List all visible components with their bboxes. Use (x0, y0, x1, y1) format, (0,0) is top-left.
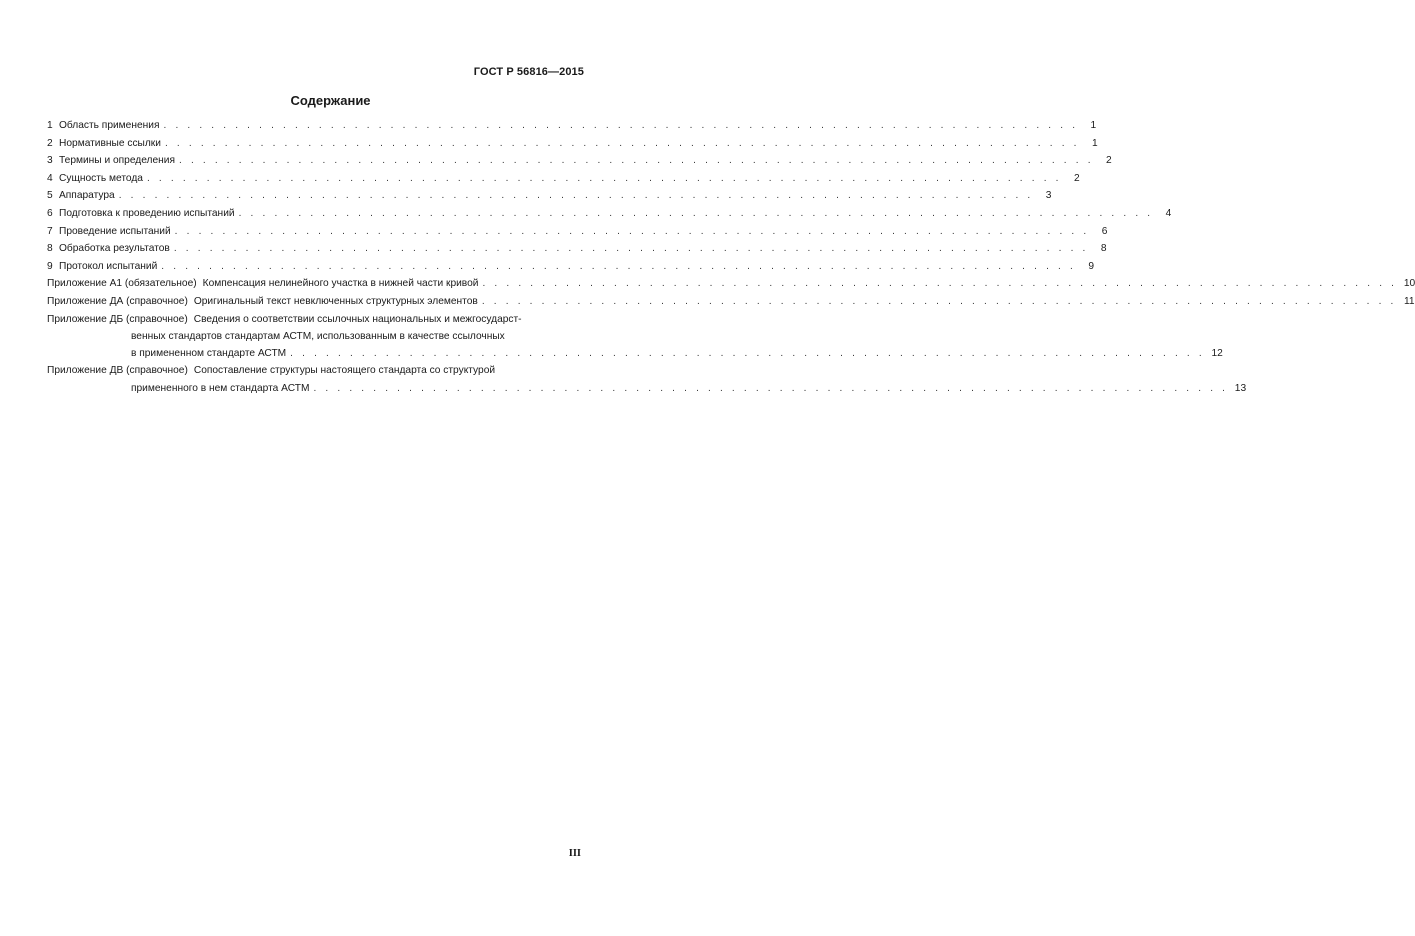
toc-entry-number: 3 (47, 155, 53, 167)
appendix-title: Оригинальный текст невключенных структурных элементов (193, 295, 478, 307)
toc-entry-label: Подготовка к проведению испытаний (59, 207, 235, 219)
toc-leader-dots: . . . . . . . . . . . . . . . . . . . . . . . . . . . . . . . . . . . . . . . . . . . . . . . . . . . . . . . . . . . . . . . . . . . . . . . . . . . . . (178, 155, 1094, 167)
toc-entry-page: 8 (1100, 243, 1107, 255)
toc-entry-label: Обработка результатов (59, 243, 170, 255)
document-code: ГОСТ Р 56816—2015 (473, 66, 584, 78)
toc-entry-page: 1 (1090, 120, 1097, 131)
toc-entry-label: Область применения (59, 120, 160, 131)
toc-entry[interactable] (47, 190, 1052, 208)
appendix-title-continued: венных стандартов стандартам АСТМ, использованным в качестве ссылочных (131, 331, 505, 343)
appendix-page: 12 (1211, 348, 1223, 360)
toc-entry[interactable] (47, 243, 1107, 261)
toc-entry-number: 8 (47, 243, 53, 255)
table-of-contents (47, 120, 1415, 400)
toc-leader-dots: . . . . . . . . . . . . . . . . . . . . . . . . . . . . . . . . . . . . . . . . . . . . . . . . . . . . . . . . . . . . . . . . . . . . . . . . . . . . . (481, 295, 1397, 307)
toc-entry-number: 6 (47, 207, 53, 219)
appendix-page: 11 (1403, 295, 1415, 307)
toc-leader-dots: . . . . . . . . . . . . . . . . . . . . . . . . . . . . . . . . . . . . . . . . . . . . . . . . . . . . . . . . . . . . . . . . . . . . . . . . . . . . . (164, 137, 1080, 149)
toc-leader-dots: . . . . . . . . . . . . . . . . . . . . . . . . . . . . . . . . . . . . . . . . . . . . . . . . . . . . . . . . . . . . . . . . . . . . . . . . . . . . . (290, 348, 1205, 360)
toc-leader-dots: . . . . . . . . . . . . . . . . . . . . . . . . . . . . . . . . . . . . . . . . . . . . . . . . . . . . . . . . . . . . . . . . . . . . . . . . . . . . . (313, 382, 1229, 394)
toc-entry[interactable] (47, 172, 1080, 191)
toc-entry-number: 2 (47, 137, 53, 149)
toc-entry[interactable] (47, 207, 1172, 226)
toc-entry-page: 9 (1088, 260, 1094, 272)
appendix-title: Сведения о соответствии ссылочных национальных и межгосударст- (193, 313, 522, 325)
toc-leader-dots: . . . . . . . . . . . . . . . . . . . . . . . . . . . . . . . . . . . . . . . . . . . . . . . . . . . . . . . . . . . . . . . . . . . . . . . . . . . . . (482, 278, 1398, 290)
appendix-title-continued: в примененном стандарте АСТМ (131, 348, 287, 360)
appendix-title: Компенсация нелинейного участка в нижней части кривой (202, 278, 479, 290)
toc-entry-label: Аппаратура (59, 190, 115, 202)
toc-entry-number: 4 (47, 172, 53, 184)
toc-leader-dots: . . . . . . . . . . . . . . . . . . . . . . . . . . . . . . . . . . . . . . . . . . . . . . . . . . . . . . . . . . . . . . . . . . . . . . . . . . . . . (173, 243, 1089, 255)
toc-appendix[interactable] (47, 313, 1223, 366)
appendix-prefix: Приложение ДВ (справочное) (47, 365, 188, 377)
toc-entry-label: Термины и определения (59, 155, 175, 167)
toc-entry-page: 2 (1106, 155, 1112, 167)
toc-entry-page: 4 (1165, 207, 1172, 219)
toc-entry-number: 9 (47, 260, 53, 272)
toc-entry-number: 1 (47, 120, 53, 131)
toc-entry-page: 3 (1045, 190, 1052, 202)
toc-leader-dots: . . . . . . . . . . . . . . . . . . . . . . . . . . . . . . . . . . . . . . . . . . . . . . . . . . . . . . . . . . . . . . . . . . . . . . . . . . . . . (118, 190, 1034, 202)
appendix-prefix: Приложение ДБ (справочное) (47, 313, 188, 325)
toc-appendix[interactable] (47, 365, 1247, 400)
toc-entry[interactable] (47, 155, 1112, 173)
page-number: III (568, 848, 581, 859)
appendix-page: 13 (1234, 382, 1247, 394)
toc-entry-page: 1 (1091, 137, 1098, 149)
toc-entry-label: Сущность метода (59, 172, 143, 184)
appendix-title-continued: примененного в нем стандарта АСТМ (131, 382, 310, 394)
toc-entry-label: Нормативные ссылки (59, 137, 161, 149)
toc-appendix[interactable] (47, 278, 1415, 296)
toc-entry-label: Проведение испытаний (59, 225, 171, 237)
toc-entry[interactable] (47, 225, 1108, 244)
toc-leader-dots: . . . . . . . . . . . . . . . . . . . . . . . . . . . . . . . . . . . . . . . . . . . . . . . . . . . . . . . . . . . . . . . . . . . . . . . . . . . . . (163, 120, 1079, 131)
toc-title: Содержание (290, 93, 371, 108)
toc-leader-dots: . . . . . . . . . . . . . . . . . . . . . . . . . . . . . . . . . . . . . . . . . . . . . . . . . . . . . . . . . . . . . . . . . . . . . . . . . . . . . (174, 225, 1090, 237)
toc-entry-label: Протокол испытаний (59, 260, 158, 272)
appendix-title: Сопоставление структуры настоящего стандарта со структурой (193, 365, 496, 377)
toc-appendix[interactable] (47, 295, 1415, 314)
toc-entry-number: 5 (47, 190, 53, 202)
toc-leader-dots: . . . . . . . . . . . . . . . . . . . . . . . . . . . . . . . . . . . . . . . . . . . . . . . . . . . . . . . . . . . . . . . . . . . . . . . . . . . . . (146, 172, 1062, 184)
toc-entry[interactable] (47, 120, 1097, 138)
toc-leader-dots: . . . . . . . . . . . . . . . . . . . . . . . . . . . . . . . . . . . . . . . . . . . . . . . . . . . . . . . . . . . . . . . . . . . . . . . . . . . . . (238, 207, 1154, 219)
toc-entry[interactable] (47, 137, 1098, 156)
toc-entry-page: 2 (1073, 172, 1080, 184)
appendix-prefix: Приложение А1 (обязательное) (47, 278, 197, 290)
toc-entry-page: 6 (1101, 225, 1108, 237)
toc-entry-number: 7 (47, 225, 53, 237)
appendix-prefix: Приложение ДА (справочное) (47, 295, 188, 307)
appendix-page: 10 (1403, 278, 1415, 290)
toc-entry[interactable] (47, 260, 1094, 279)
toc-leader-dots: . . . . . . . . . . . . . . . . . . . . . . . . . . . . . . . . . . . . . . . . . . . . . . . . . . . . . . . . . . . . . . . . . . . . . . . . . . . . . (161, 260, 1076, 272)
